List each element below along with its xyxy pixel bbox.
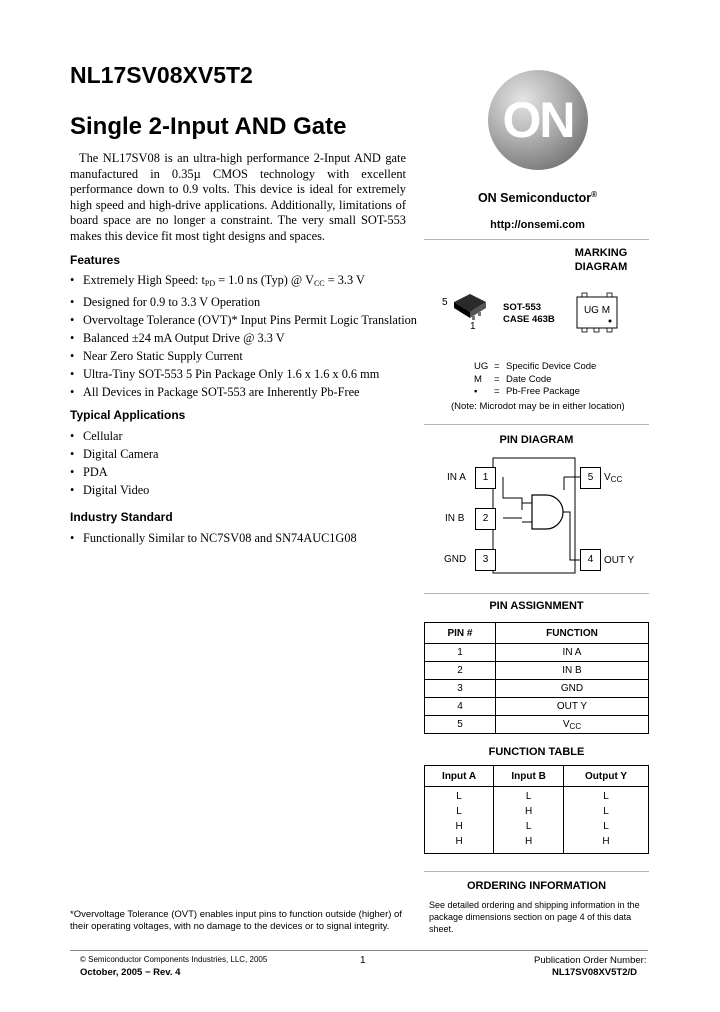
- pin-2-label: IN B: [445, 513, 465, 524]
- pin-5-label: $V_{CC}$: [604, 472, 623, 484]
- features-list: [70, 271, 417, 401]
- marking-code: UG M: [583, 305, 611, 316]
- marking-heading: MARKING DIAGRAM: [574, 247, 628, 273]
- table-row: L H L: [425, 804, 649, 819]
- table-row: 2 IN B: [425, 662, 649, 680]
- table-row: 3 GND: [425, 680, 649, 698]
- features-heading: Features: [70, 253, 121, 267]
- industry-list: [70, 529, 357, 547]
- feature-item: • Near Zero Static Supply Current: [70, 347, 417, 365]
- pin-1-label: IN A: [447, 472, 466, 483]
- part-number: NL17SV08XV5T2: [70, 62, 253, 88]
- publication-number: NL17SV08XV5T2/D: [552, 967, 638, 978]
- ordering-text: See detailed ordering and shipping information in the package dimensions section on page 4 of this data sheet.: [429, 900, 640, 934]
- pin-3-box: 3: [475, 549, 496, 571]
- logo-text: ON: [502, 92, 574, 148]
- legend-row: M = Date Code: [474, 373, 552, 385]
- sot553-package-icon: [450, 290, 490, 322]
- application-item: • PDA: [70, 463, 158, 481]
- package-name: SOT-553 CASE 463B: [503, 302, 555, 325]
- pin-4-box: 4: [580, 549, 601, 571]
- pin-4-label: OUT Y: [604, 555, 635, 566]
- package-pin1-label: 1: [470, 321, 476, 332]
- divider: [424, 424, 649, 425]
- industry-heading: Industry Standard: [70, 510, 173, 524]
- microdot-note: (Note: Microdot may be in either location): [451, 401, 625, 412]
- copyright: © Semiconductor Components Industries, LLC, 2005: [80, 955, 268, 964]
- table-header-row: Input A Input B Output Y: [425, 766, 649, 787]
- footnote: *Overvoltage Tolerance (OVT) enables input pins to function outside (higher) of their operating voltages, with no damage to the devices or to signal integrity.: [70, 909, 402, 932]
- page-number: 1: [360, 955, 366, 966]
- table-row: 1 IN A: [425, 644, 649, 662]
- date-revision: October, 2005 − Rev. 4: [80, 967, 181, 978]
- feature-item: • Extremely High Speed: $t_{PD} = 1.0$ ns (Typ) @ $V_{CC} = 3.3$ V: [70, 271, 417, 293]
- application-item: • Digital Camera: [70, 445, 158, 463]
- application-item: • Cellular: [70, 427, 158, 445]
- col-pin-header: PIN #: [425, 623, 496, 644]
- table-row: H L L: [425, 819, 649, 834]
- function-table: [424, 765, 649, 854]
- applications-list: [70, 427, 158, 499]
- company-name: ON Semiconductor®: [477, 190, 598, 206]
- table-row: 5 $V_{CC}$: [425, 716, 649, 734]
- divider: [424, 593, 649, 594]
- legend-row: UG = Specific Device Code: [474, 361, 597, 372]
- feature-item: • Designed for 0.9 to 3.3 V Operation: [70, 293, 417, 311]
- col-function-header: FUNCTION: [496, 623, 649, 644]
- divider: [424, 871, 649, 872]
- feature-item: • Ultra-Tiny SOT-553 5 Pin Package Only 1.6 x 1.6 x 0.6 mm: [70, 365, 417, 383]
- divider: [424, 239, 649, 240]
- feature-item: • Overvoltage Tolerance (OVT)* Input Pins Permit Logic Translation: [70, 311, 417, 329]
- pin-3-label: GND: [444, 554, 467, 565]
- intro-paragraph: The NL17SV08 is an ultra-high performance 2-Input AND gate manufactured in 0.35µ CMOS technology with excellent performance down to 0.9 volts. This device is ideal for extremely high speed and high-drive applications. Additionally, limitations of board space are no longer a constraint. The very small SOT-553 makes this device fit most tight designs and spaces.: [70, 151, 406, 243]
- table-row: 4 OUT Y: [425, 698, 649, 716]
- pin-assignment-table: [424, 622, 649, 734]
- publication-label: Publication Order Number:: [534, 955, 647, 966]
- pin-1-box: 1: [475, 467, 496, 489]
- ordering-heading: ORDERING INFORMATION: [466, 880, 607, 892]
- website-link[interactable]: http://onsemi.com: [490, 219, 585, 231]
- document-title: Single 2-Input AND Gate: [70, 113, 347, 140]
- table-row: L L L: [425, 787, 649, 805]
- footer-divider: [70, 950, 648, 951]
- package-pin5-label: 5: [442, 297, 448, 308]
- pin-5-box: 5: [580, 467, 601, 489]
- function-table-heading: FUNCTION TABLE: [488, 746, 585, 758]
- pin-2-box: 2: [475, 508, 496, 530]
- pin-assignment-heading: PIN ASSIGNMENT: [489, 600, 584, 612]
- feature-item: • Balanced ±24 mA Output Drive @ 3.3 V: [70, 329, 417, 347]
- legend-row: ▪ = Pb-Free Package: [474, 386, 580, 397]
- application-item: • Digital Video: [70, 481, 158, 499]
- on-logo: [488, 70, 588, 170]
- industry-item: • Functionally Similar to NC7SV08 and SN74AUC1G08: [70, 529, 357, 547]
- marking-legend: [474, 361, 596, 399]
- table-row: H H H: [425, 834, 649, 854]
- table-header-row: [425, 623, 649, 644]
- feature-item: • All Devices in Package SOT-553 are Inherently Pb-Free: [70, 383, 417, 401]
- applications-heading: Typical Applications: [70, 408, 186, 422]
- pin-diagram-heading: PIN DIAGRAM: [499, 434, 574, 446]
